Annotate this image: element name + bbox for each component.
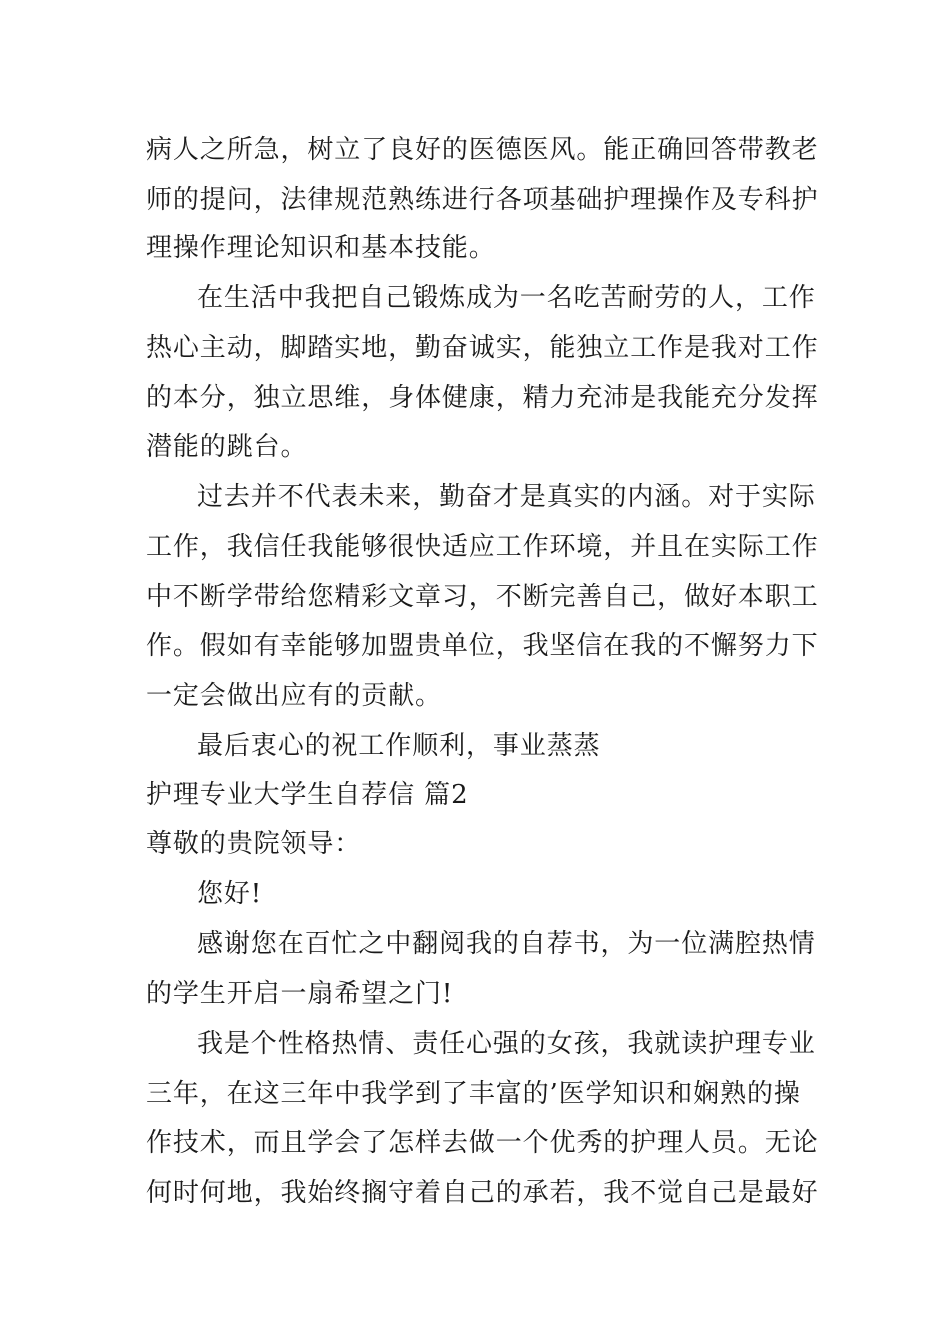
body-text-line: 中不断学带给您精彩文章习，不断完善自己，做好本职工: [146, 582, 819, 612]
body-text-line: 感谢您在百忙之中翻阅我的自荐书，为一位满腔热情: [197, 929, 816, 959]
body-text-line: 我是个性格热情、责任心强的女孩，我就读护理专业: [197, 1029, 816, 1059]
body-text-line: 何时何地，我始终搁守着自己的承若，我不觉自己是最好: [146, 1178, 819, 1208]
body-text-line: 在生活中我把自己锻炼成为一名吃苦耐劳的人，工作: [197, 283, 816, 313]
body-text-line: 师的提问，法律规范熟练进行各项基础护理操作及专科护: [146, 185, 819, 215]
body-text-line: 的本分，独立思维，身体健康，精力充沛是我能充分发挥: [146, 383, 819, 413]
body-text-line: 的学生开启一扇希望之门!: [146, 979, 454, 1009]
salutation: 尊敬的贵院领导：: [146, 829, 362, 859]
body-text-line: 过去并不代表未来，勤奋才是真实的内涵。对于实际: [197, 482, 816, 512]
body-text-line: 潜能的跳台。: [146, 432, 308, 462]
body-text-line: 病人之所急，树立了良好的医德医风。能正确回答带教老: [146, 135, 819, 165]
body-text-line: 作技术，而且学会了怎样去做一个优秀的护理人员。无论: [146, 1128, 819, 1158]
greeting: 您好!: [197, 879, 263, 909]
body-text-line: 三年，在这三年中我学到了丰富的’医学知识和娴熟的操: [146, 1079, 801, 1109]
body-text-line: 理操作理论知识和基本技能。: [146, 233, 496, 263]
section-heading: 护理专业大学生自荐信 篇2: [146, 780, 469, 810]
body-text-line: 热心主动，脚踏实地，勤奋诚实，能独立工作是我对工作: [146, 333, 819, 363]
body-text-line: 一定会做出应有的贡献。: [146, 681, 442, 711]
closing-line: 最后衷心的祝工作顺利，事业蒸蒸: [197, 731, 601, 761]
body-text-line: 工作，我信任我能够很快适应工作环境，并且在实际工作: [146, 532, 819, 562]
body-text-line: 作。假如有幸能够加盟贵单位，我坚信在我的不懈努力下: [146, 631, 819, 661]
